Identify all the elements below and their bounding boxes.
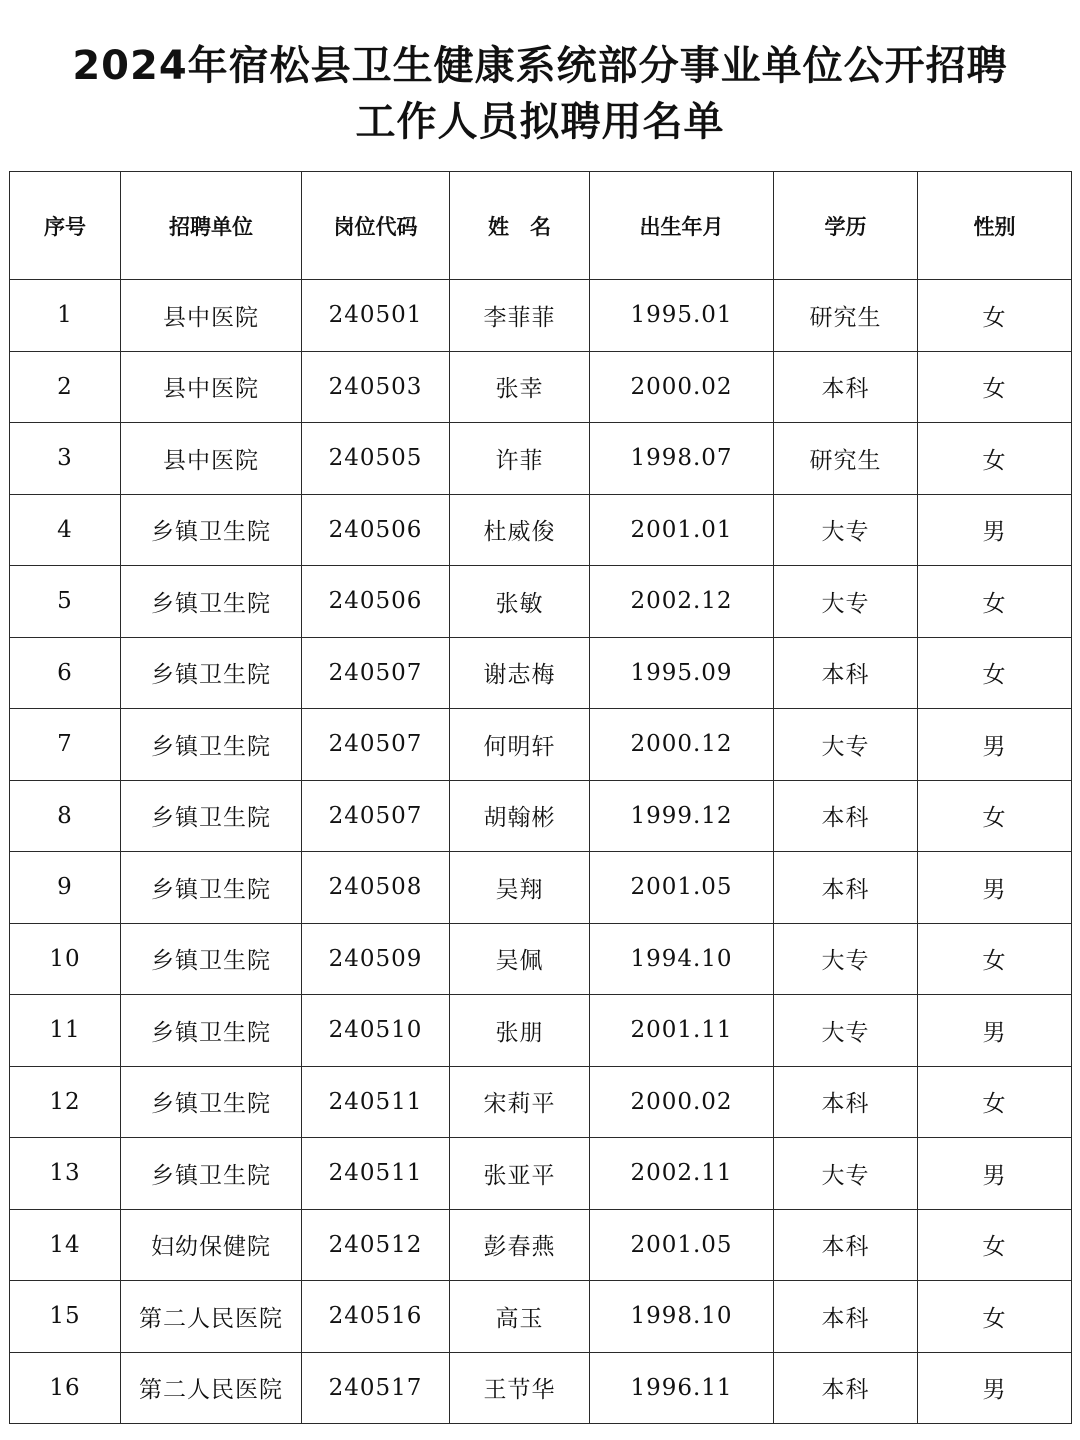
cell-education: 本科 <box>774 1281 918 1353</box>
cell-unit: 乡镇卫生院 <box>121 709 302 781</box>
cell-education: 大专 <box>774 494 918 566</box>
cell-name: 许菲 <box>450 423 590 495</box>
cell-education: 大专 <box>774 709 918 781</box>
table-row <box>10 1209 1072 1281</box>
cell-education: 大专 <box>774 1138 918 1210</box>
cell-name: 吴佩 <box>450 923 590 995</box>
cell-birth: 1998.07 <box>590 423 774 495</box>
cell-index: 2 <box>10 351 121 423</box>
cell-name: 何明轩 <box>450 709 590 781</box>
cell-name: 谢志梅 <box>450 637 590 709</box>
cell-education: 本科 <box>774 780 918 852</box>
cell-name: 吴翔 <box>450 852 590 924</box>
cell-post-code: 240506 <box>302 494 450 566</box>
cell-index: 7 <box>10 709 121 781</box>
cell-name: 高玉 <box>450 1281 590 1353</box>
cell-gender: 女 <box>918 1066 1072 1138</box>
cell-unit: 乡镇卫生院 <box>121 1138 302 1210</box>
cell-birth: 1996.11 <box>590 1352 774 1424</box>
cell-index: 8 <box>10 780 121 852</box>
cell-birth: 2000.02 <box>590 351 774 423</box>
cell-birth: 1994.10 <box>590 923 774 995</box>
table-row <box>10 852 1072 924</box>
cell-education: 本科 <box>774 1209 918 1281</box>
cell-post-code: 240510 <box>302 995 450 1067</box>
cell-education: 本科 <box>774 852 918 924</box>
cell-gender: 女 <box>918 566 1072 638</box>
table-row <box>10 566 1072 638</box>
cell-gender: 女 <box>918 780 1072 852</box>
cell-education: 大专 <box>774 923 918 995</box>
cell-name: 王节华 <box>450 1352 590 1424</box>
table-row <box>10 1066 1072 1138</box>
cell-index: 1 <box>10 280 121 352</box>
cell-education: 本科 <box>774 351 918 423</box>
cell-post-code: 240509 <box>302 923 450 995</box>
cell-gender: 女 <box>918 637 1072 709</box>
cell-post-code: 240512 <box>302 1209 450 1281</box>
table-row <box>10 280 1072 352</box>
table-row <box>10 637 1072 709</box>
cell-unit: 乡镇卫生院 <box>121 494 302 566</box>
cell-birth: 2002.12 <box>590 566 774 638</box>
cell-gender: 女 <box>918 423 1072 495</box>
cell-post-code: 240506 <box>302 566 450 638</box>
cell-index: 6 <box>10 637 121 709</box>
cell-name: 宋莉平 <box>450 1066 590 1138</box>
cell-education: 本科 <box>774 637 918 709</box>
header-gender: 性别 <box>918 172 1072 280</box>
cell-index: 13 <box>10 1138 121 1210</box>
cell-name: 张敏 <box>450 566 590 638</box>
cell-name: 李菲菲 <box>450 280 590 352</box>
table-row <box>10 1281 1072 1353</box>
header-birth: 出生年月 <box>590 172 774 280</box>
cell-gender: 女 <box>918 923 1072 995</box>
table-row <box>10 423 1072 495</box>
table-row <box>10 780 1072 852</box>
cell-unit: 乡镇卫生院 <box>121 852 302 924</box>
cell-birth: 1999.12 <box>590 780 774 852</box>
cell-education: 本科 <box>774 1066 918 1138</box>
cell-unit: 县中医院 <box>121 423 302 495</box>
cell-unit: 乡镇卫生院 <box>121 995 302 1067</box>
cell-unit: 乡镇卫生院 <box>121 566 302 638</box>
cell-education: 研究生 <box>774 423 918 495</box>
cell-gender: 女 <box>918 280 1072 352</box>
cell-post-code: 240511 <box>302 1066 450 1138</box>
cell-index: 16 <box>10 1352 121 1424</box>
cell-index: 12 <box>10 1066 121 1138</box>
table-row <box>10 1352 1072 1424</box>
cell-unit: 乡镇卫生院 <box>121 923 302 995</box>
cell-post-code: 240507 <box>302 780 450 852</box>
cell-index: 9 <box>10 852 121 924</box>
table-row <box>10 351 1072 423</box>
title-line-1: 2024年宿松县卫生健康系统部分事业单位公开招聘 <box>72 43 1008 89</box>
cell-post-code: 240503 <box>302 351 450 423</box>
header-post-code: 岗位代码 <box>302 172 450 280</box>
cell-unit: 乡镇卫生院 <box>121 1066 302 1138</box>
cell-post-code: 240507 <box>302 709 450 781</box>
cell-name: 张幸 <box>450 351 590 423</box>
cell-unit: 乡镇卫生院 <box>121 637 302 709</box>
cell-name: 彭春燕 <box>450 1209 590 1281</box>
cell-birth: 2001.11 <box>590 995 774 1067</box>
cell-gender: 男 <box>918 1352 1072 1424</box>
cell-index: 11 <box>10 995 121 1067</box>
cell-unit: 县中医院 <box>121 280 302 352</box>
hire-list-table <box>9 171 1072 1424</box>
title-line-2: 工作人员拟聘用名单 <box>355 99 725 145</box>
cell-birth: 2000.02 <box>590 1066 774 1138</box>
cell-post-code: 240501 <box>302 280 450 352</box>
cell-gender: 男 <box>918 995 1072 1067</box>
cell-index: 4 <box>10 494 121 566</box>
table-row <box>10 923 1072 995</box>
cell-post-code: 240505 <box>302 423 450 495</box>
cell-post-code: 240517 <box>302 1352 450 1424</box>
cell-birth: 1995.01 <box>590 280 774 352</box>
cell-unit: 妇幼保健院 <box>121 1209 302 1281</box>
cell-birth: 1998.10 <box>590 1281 774 1353</box>
cell-index: 5 <box>10 566 121 638</box>
cell-birth: 2001.05 <box>590 1209 774 1281</box>
cell-unit: 乡镇卫生院 <box>121 780 302 852</box>
table-header-row <box>10 172 1072 280</box>
cell-index: 10 <box>10 923 121 995</box>
cell-unit: 第二人民医院 <box>121 1281 302 1353</box>
cell-education: 大专 <box>774 566 918 638</box>
document-title <box>0 38 1080 150</box>
cell-gender: 男 <box>918 1138 1072 1210</box>
table-row <box>10 494 1072 566</box>
table-row <box>10 709 1072 781</box>
cell-birth: 2001.01 <box>590 494 774 566</box>
cell-name: 杜威俊 <box>450 494 590 566</box>
cell-name: 张朋 <box>450 995 590 1067</box>
cell-index: 3 <box>10 423 121 495</box>
header-unit: 招聘单位 <box>121 172 302 280</box>
cell-post-code: 240516 <box>302 1281 450 1353</box>
cell-index: 14 <box>10 1209 121 1281</box>
cell-post-code: 240511 <box>302 1138 450 1210</box>
cell-name: 张亚平 <box>450 1138 590 1210</box>
cell-birth: 2000.12 <box>590 709 774 781</box>
table-body <box>10 280 1072 1424</box>
cell-gender: 男 <box>918 709 1072 781</box>
cell-birth: 1995.09 <box>590 637 774 709</box>
cell-gender: 男 <box>918 852 1072 924</box>
cell-gender: 女 <box>918 1281 1072 1353</box>
header-name: 姓 名 <box>450 172 590 280</box>
header-education: 学历 <box>774 172 918 280</box>
cell-education: 大专 <box>774 995 918 1067</box>
cell-education: 本科 <box>774 1352 918 1424</box>
cell-birth: 2001.05 <box>590 852 774 924</box>
cell-index: 15 <box>10 1281 121 1353</box>
header-index: 序号 <box>10 172 121 280</box>
table-row <box>10 995 1072 1067</box>
cell-gender: 男 <box>918 494 1072 566</box>
cell-gender: 女 <box>918 351 1072 423</box>
cell-unit: 第二人民医院 <box>121 1352 302 1424</box>
table-row <box>10 1138 1072 1210</box>
cell-post-code: 240507 <box>302 637 450 709</box>
cell-unit: 县中医院 <box>121 351 302 423</box>
cell-education: 研究生 <box>774 280 918 352</box>
cell-gender: 女 <box>918 1209 1072 1281</box>
cell-name: 胡翰彬 <box>450 780 590 852</box>
cell-post-code: 240508 <box>302 852 450 924</box>
cell-birth: 2002.11 <box>590 1138 774 1210</box>
